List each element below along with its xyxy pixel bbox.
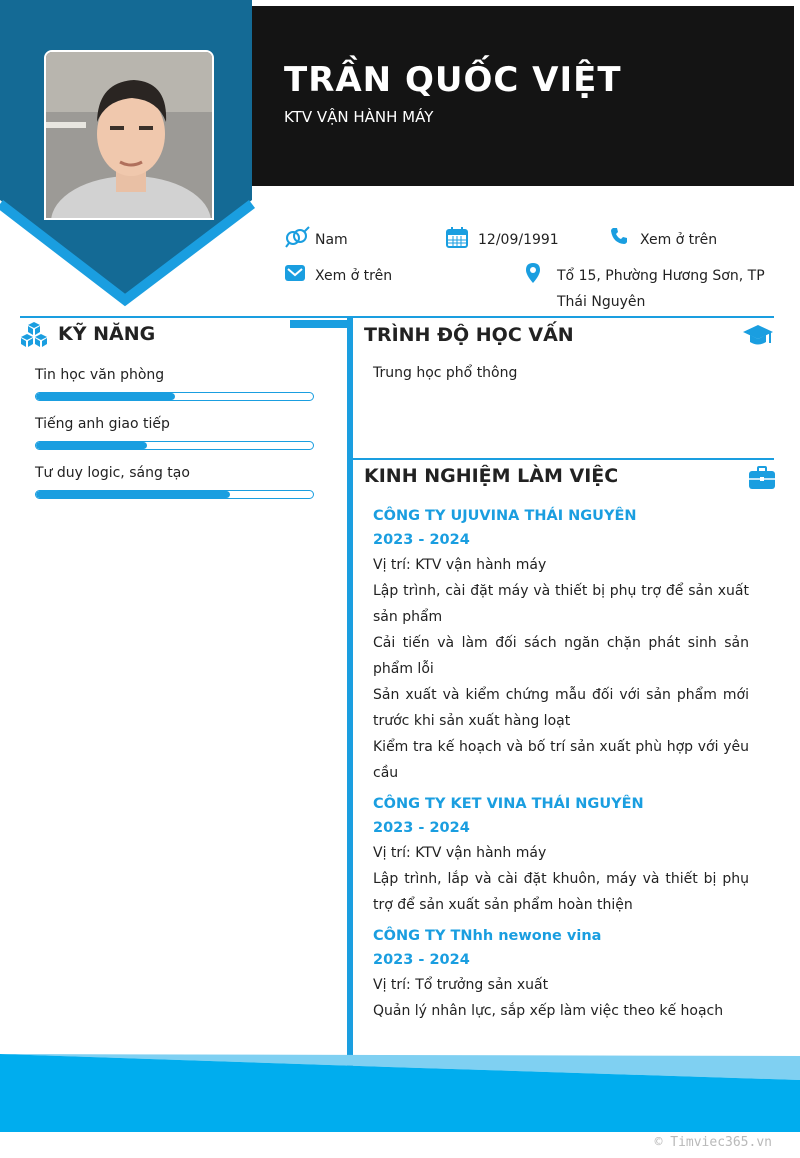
job-period: 2023 - 2024 bbox=[373, 820, 470, 836]
skill-bar bbox=[35, 392, 314, 401]
phone-value: Xem ở trên bbox=[640, 232, 718, 248]
graduation-cap-icon bbox=[742, 323, 774, 353]
skill-bar bbox=[35, 441, 314, 450]
company-name: CÔNG TY KET VINA THÁI NGUYÊN bbox=[373, 796, 644, 812]
calendar-icon bbox=[446, 226, 468, 252]
skill-bar-fill bbox=[36, 442, 147, 449]
avatar bbox=[44, 50, 214, 220]
job-entry bbox=[373, 924, 749, 1024]
education-text: Trung học phổ thông bbox=[373, 365, 518, 381]
skill-label: Tư duy logic, sáng tạo bbox=[35, 465, 190, 481]
divider-left-top bbox=[20, 316, 348, 318]
divider-right-top bbox=[352, 316, 774, 318]
job-description-line: Kiểm tra kế hoạch và bố trí sản xuất phù hợp với yêu cầu bbox=[373, 739, 749, 781]
phone-icon bbox=[610, 227, 628, 249]
job-description-line: Quản lý nhân lực, sắp xếp làm việc theo kế hoạch bbox=[373, 1003, 724, 1019]
gender-value: Nam bbox=[315, 232, 348, 248]
gender-icon bbox=[285, 226, 311, 252]
address-line-2: Thái Nguyên bbox=[557, 294, 646, 310]
skill-bar-fill bbox=[36, 491, 230, 498]
job-period: 2023 - 2024 bbox=[373, 952, 470, 968]
address-line-1: Tổ 15, Phường Hương Sơn, TP bbox=[557, 268, 765, 284]
company-name: CÔNG TY UJUVINA THÁI NGUYÊN bbox=[373, 508, 637, 524]
location-icon bbox=[526, 263, 540, 287]
company-name: CÔNG TY TNhh newone vina bbox=[373, 928, 602, 944]
email-icon bbox=[285, 264, 305, 286]
cubes-icon bbox=[20, 321, 48, 353]
skill-bar-fill bbox=[36, 393, 175, 400]
divider-left-accent bbox=[290, 320, 348, 328]
job-description-line: Vị trí: KTV vận hành máy bbox=[373, 845, 547, 861]
job-title: KTV VẬN HÀNH MÁY bbox=[284, 108, 434, 126]
email-value: Xem ở trên bbox=[315, 268, 393, 284]
divider-vertical bbox=[347, 316, 353, 1068]
candidate-name: TRẦN QUỐC VIỆT bbox=[284, 60, 622, 100]
skills-title: KỸ NĂNG bbox=[58, 323, 156, 345]
experience-list bbox=[373, 504, 749, 1030]
copyright-text: © Timviec365.vn bbox=[654, 1135, 772, 1150]
birthday-value: 12/09/1991 bbox=[478, 232, 559, 248]
experience-title: KINH NGHIỆM LÀM VIỆC bbox=[364, 465, 619, 487]
skill-bar bbox=[35, 490, 314, 499]
footer-wave bbox=[0, 1050, 800, 1134]
job-description-line: Lập trình, lắp và cài đặt khuôn, máy và thiết bị phụ trợ để sản xuất sản phẩm hoàn thiện bbox=[373, 871, 749, 913]
job-description-line: Sản xuất và kiểm chứng mẫu đối với sản phẩm mới trước khi sản xuất hàng loạt bbox=[373, 687, 749, 729]
job-entry bbox=[373, 504, 749, 786]
skill-label: Tiếng anh giao tiếp bbox=[35, 416, 170, 432]
job-description-line: Lập trình, cài đặt máy và thiết bị phụ trợ để sản xuất sản phẩm bbox=[373, 583, 749, 625]
avatar-photo bbox=[46, 52, 214, 220]
job-entry bbox=[373, 792, 749, 918]
job-description-line: Vị trí: KTV vận hành máy bbox=[373, 557, 547, 573]
job-description-line: Vị trí: Tổ trưởng sản xuất bbox=[373, 977, 549, 993]
job-period: 2023 - 2024 bbox=[373, 532, 470, 548]
education-title: TRÌNH ĐỘ HỌC VẤN bbox=[364, 324, 574, 346]
divider-right-middle bbox=[352, 458, 774, 460]
skill-label: Tin học văn phòng bbox=[35, 367, 165, 383]
briefcase-icon bbox=[749, 466, 775, 494]
job-description-line: Cải tiến và làm đối sách ngăn chặn phát sinh sản phẩm lỗi bbox=[373, 635, 749, 677]
